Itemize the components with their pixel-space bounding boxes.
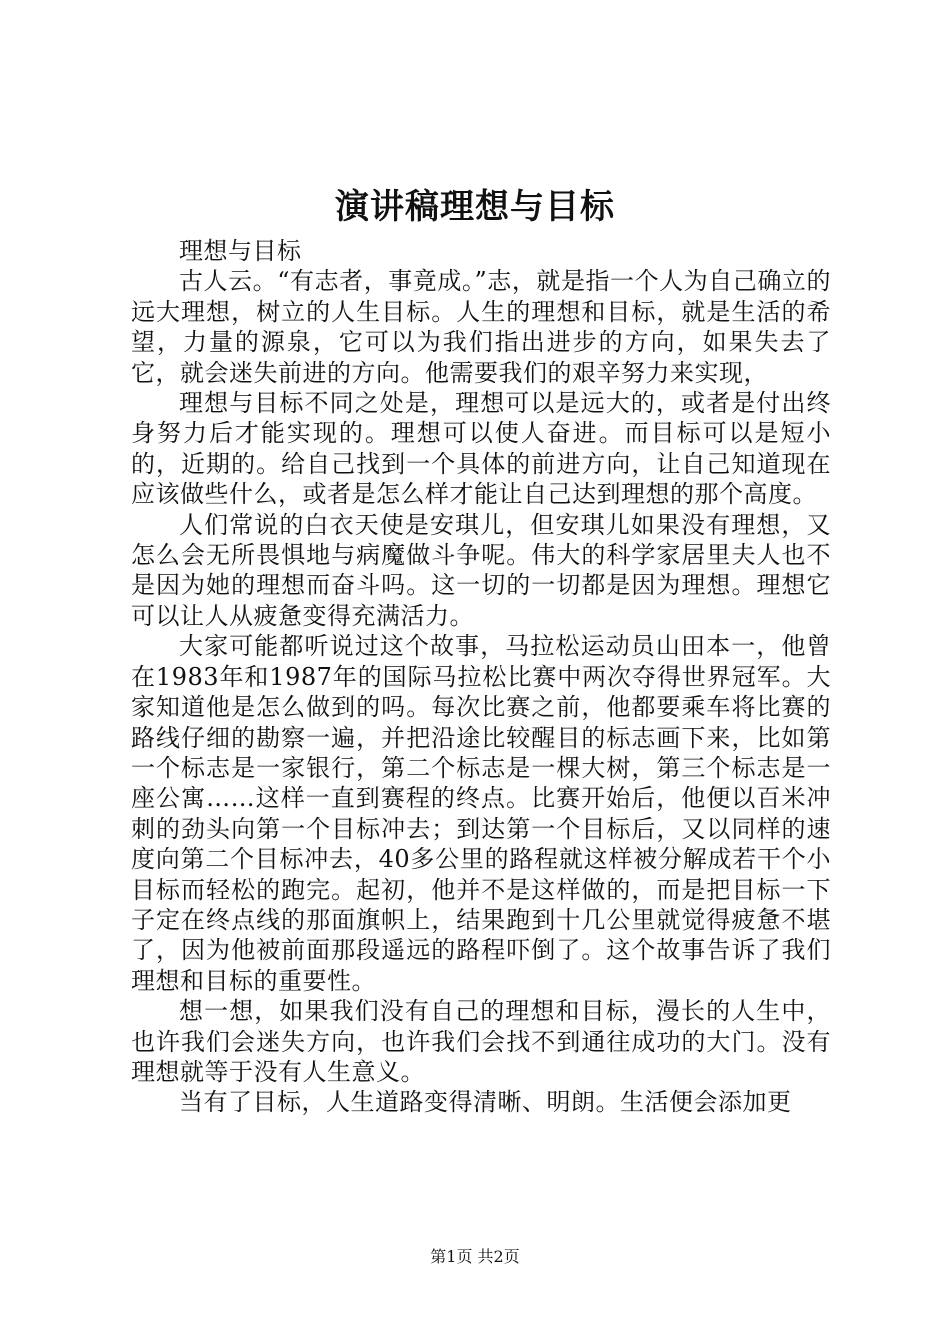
paragraph: 古人云。“有志者，事竟成。”志，就是指一个人为自己确立的远大理想，树立的人生目标。人生的理想和目标，就是生活的希望，力量的源泉，它可以为我们指出进步的方向，如果失去了它，就会迷失前进的方向。他需要我们的艰辛努力来实现， bbox=[131, 267, 831, 387]
paragraph-subtitle: 理想与目标 bbox=[179, 237, 302, 265]
paragraph: 大家可能都听说过这个故事，马拉松运动员山田本一，他曾在1983年和1987年的国际马拉松比赛中两次夺得世界冠军。大家知道他是怎么做到的吗。每次比赛之前，他都要乘车将比赛的路线仔细的勘察一遍，并把沿途比较醒目的标志画下来，比如第一个标志是一家银行，第二个标志是一棵大树，第三个标志是一座公寓……这样一直到赛程的终点。比赛开始后，他便以百米冲刺的劲头向第一个目标冲去；到达第一个目标后，又以同样的速度向第二个目标冲去，40多公里的路程就这样被分解成若干个小目标而轻松的跑完。起初，他并不是这样做的，而是把目标一下子定在终点线的那面旗帜上，结果跑到十几公里就觉得疲惫不堪了，因为他被前面那段遥远的路程吓倒了。这个故事告诉了我们理想和目标的重要性。 bbox=[131, 632, 831, 995]
document-title: 演讲稿理想与目标 bbox=[335, 187, 615, 227]
page-number-footer: 第1页 共2页 bbox=[430, 1247, 520, 1266]
paragraph: 想一想，如果我们没有自己的理想和目标，漫长的人生中，也许我们会迷失方向，也许我们会找不到通往成功的大门。没有理想就等于没有人生意义。 bbox=[131, 997, 831, 1086]
paragraph: 人们常说的白衣天使是安琪儿，但安琪儿如果没有理想，又怎么会无所畏惧地与病魔做斗争呢。伟大的科学家居里夫人也不是因为她的理想而奋斗吗。这一切的一切都是因为理想。理想它可以让人从疲惫变得充满活力。 bbox=[131, 510, 831, 630]
paragraph: 当有了目标，人生道路变得清晰、明朗。生活便会添加更 bbox=[179, 1088, 792, 1117]
document-body bbox=[131, 236, 831, 1118]
paragraph: 理想与目标不同之处是，理想可以是远大的，或者是付出终身努力后才能实现的。理想可以使人奋进。而目标可以是短小的，近期的。给自己找到一个具体的前进方向，让自己知道现在应该做些什么，或者是怎么样才能让自己达到理想的那个高度。 bbox=[131, 389, 831, 509]
